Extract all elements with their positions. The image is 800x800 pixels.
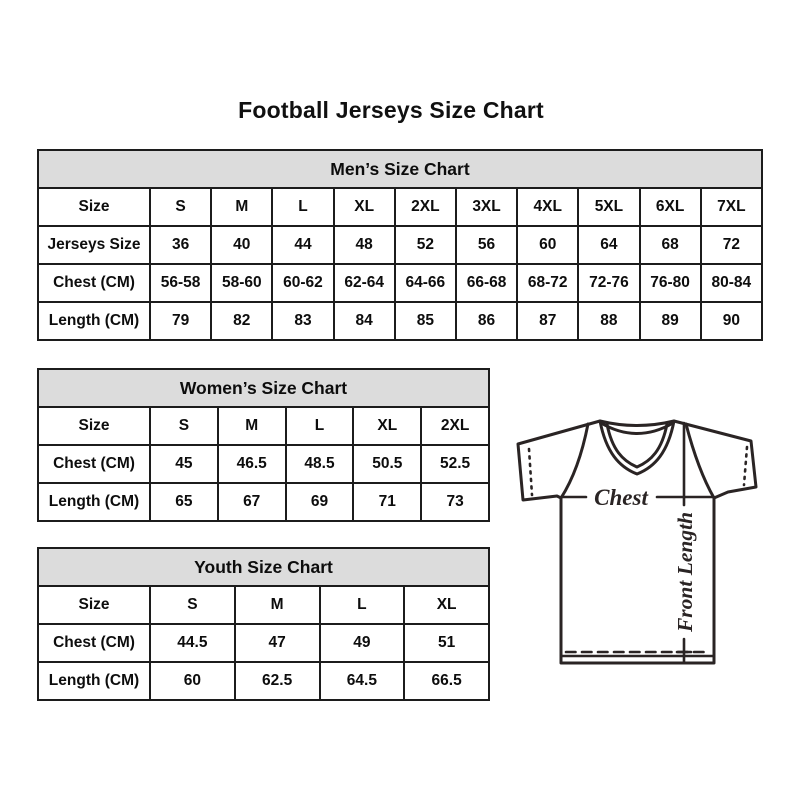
value-cell: 69 <box>286 483 354 521</box>
table-row <box>38 662 489 700</box>
value-cell: M <box>211 188 272 226</box>
value-cell: 51 <box>404 624 489 662</box>
value-cell: 68 <box>640 226 701 264</box>
value-cell: 83 <box>272 302 333 340</box>
value-cell: 4XL <box>517 188 578 226</box>
value-cell: 87 <box>517 302 578 340</box>
value-cell: 73 <box>421 483 489 521</box>
row-label-cell: Length (CM) <box>38 302 150 340</box>
value-cell: XL <box>334 188 395 226</box>
value-cell: 60 <box>150 662 235 700</box>
value-cell: 65 <box>150 483 218 521</box>
value-cell: 72 <box>701 226 762 264</box>
youth-size-chart-table <box>37 547 490 701</box>
value-cell: 56 <box>456 226 517 264</box>
value-cell: 52.5 <box>421 445 489 483</box>
womens-size-chart-table <box>37 368 490 522</box>
value-cell: 85 <box>395 302 456 340</box>
womens-table-title: Women’s Size Chart <box>38 369 489 407</box>
value-cell: 5XL <box>578 188 639 226</box>
page-title: Football Jerseys Size Chart <box>238 97 544 123</box>
value-cell: 40 <box>211 226 272 264</box>
value-cell: 64.5 <box>320 662 405 700</box>
value-cell: 60 <box>517 226 578 264</box>
value-cell: 44.5 <box>150 624 235 662</box>
value-cell: M <box>235 586 320 624</box>
value-cell: 2XL <box>395 188 456 226</box>
chest-measure-label: Chest <box>594 485 648 510</box>
section-header-row <box>38 150 762 188</box>
table-row <box>38 226 762 264</box>
value-cell: 76-80 <box>640 264 701 302</box>
row-label-cell: Chest (CM) <box>38 264 150 302</box>
value-cell: L <box>286 407 354 445</box>
section-header-row <box>38 369 489 407</box>
front-length-measure-label: Front Length <box>673 511 697 633</box>
value-cell: 49 <box>320 624 405 662</box>
row-label-cell: Size <box>38 188 150 226</box>
value-cell: 48 <box>334 226 395 264</box>
value-cell: 66-68 <box>456 264 517 302</box>
row-label-cell: Chest (CM) <box>38 445 150 483</box>
table-row <box>38 445 489 483</box>
youth-table-title: Youth Size Chart <box>38 548 489 586</box>
table-row <box>38 407 489 445</box>
value-cell: XL <box>404 586 489 624</box>
table-row <box>38 586 489 624</box>
value-cell: 6XL <box>640 188 701 226</box>
value-cell: 56-58 <box>150 264 211 302</box>
table-row <box>38 264 762 302</box>
row-label-cell: Length (CM) <box>38 483 150 521</box>
value-cell: 86 <box>456 302 517 340</box>
value-cell: 90 <box>701 302 762 340</box>
jersey-diagram-icon <box>500 408 770 670</box>
table-row <box>38 483 489 521</box>
value-cell: S <box>150 586 235 624</box>
table-row <box>38 302 762 340</box>
row-label-cell: Chest (CM) <box>38 624 150 662</box>
value-cell: 64 <box>578 226 639 264</box>
value-cell: 82 <box>211 302 272 340</box>
value-cell: 46.5 <box>218 445 286 483</box>
value-cell: 66.5 <box>404 662 489 700</box>
value-cell: 2XL <box>421 407 489 445</box>
value-cell: 84 <box>334 302 395 340</box>
value-cell: 3XL <box>456 188 517 226</box>
value-cell: 50.5 <box>353 445 421 483</box>
value-cell: 68-72 <box>517 264 578 302</box>
value-cell: 71 <box>353 483 421 521</box>
row-label-cell: Jerseys Size <box>38 226 150 264</box>
value-cell: 80-84 <box>701 264 762 302</box>
value-cell: 44 <box>272 226 333 264</box>
value-cell: 62-64 <box>334 264 395 302</box>
value-cell: 52 <box>395 226 456 264</box>
table-row <box>38 188 762 226</box>
value-cell: 67 <box>218 483 286 521</box>
value-cell: 7XL <box>701 188 762 226</box>
row-label-cell: Size <box>38 407 150 445</box>
value-cell: 64-66 <box>395 264 456 302</box>
value-cell: XL <box>353 407 421 445</box>
jersey-outline <box>518 421 756 663</box>
value-cell: 36 <box>150 226 211 264</box>
value-cell: S <box>150 407 218 445</box>
value-cell: 58-60 <box>211 264 272 302</box>
value-cell: 60-62 <box>272 264 333 302</box>
value-cell: 89 <box>640 302 701 340</box>
table-row <box>38 624 489 662</box>
value-cell: 47 <box>235 624 320 662</box>
value-cell: L <box>272 188 333 226</box>
value-cell: M <box>218 407 286 445</box>
value-cell: L <box>320 586 405 624</box>
value-cell: 62.5 <box>235 662 320 700</box>
row-label-cell: Length (CM) <box>38 662 150 700</box>
value-cell: 79 <box>150 302 211 340</box>
value-cell: 88 <box>578 302 639 340</box>
row-label-cell: Size <box>38 586 150 624</box>
mens-size-chart-table <box>37 149 763 341</box>
value-cell: 48.5 <box>286 445 354 483</box>
section-header-row <box>38 548 489 586</box>
mens-table-title: Men’s Size Chart <box>38 150 762 188</box>
value-cell: 45 <box>150 445 218 483</box>
value-cell: S <box>150 188 211 226</box>
jersey-measurement-diagram <box>500 408 770 670</box>
value-cell: 72-76 <box>578 264 639 302</box>
